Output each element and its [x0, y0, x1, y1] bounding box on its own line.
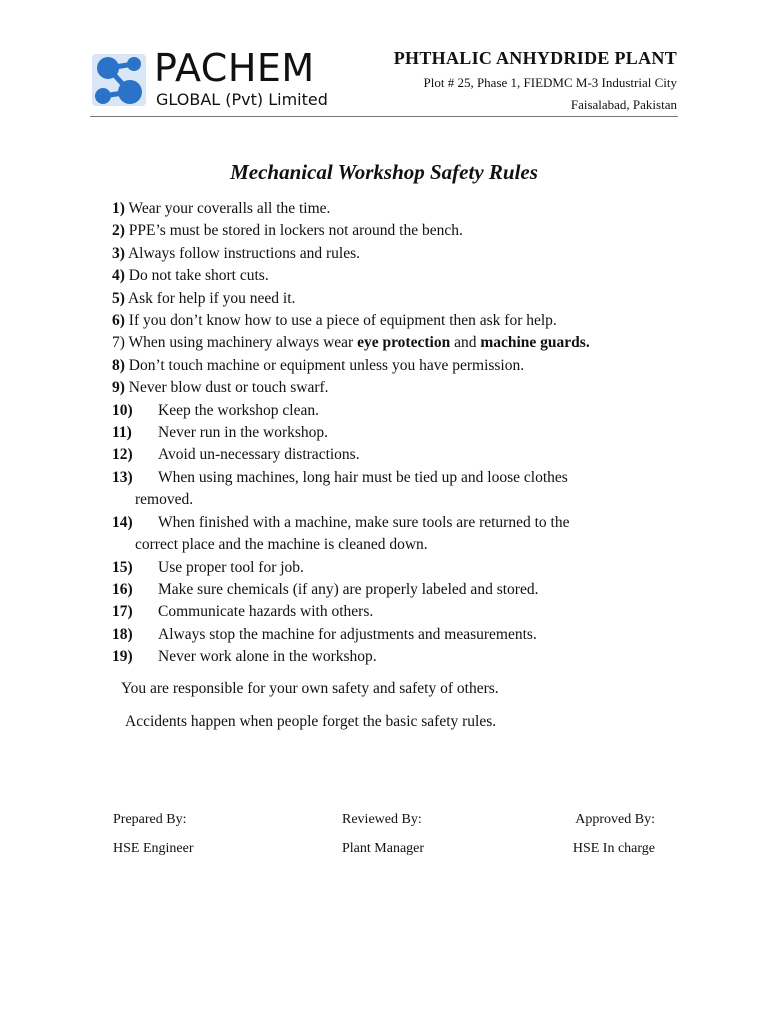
rule-number: 2): [112, 222, 125, 240]
rule-item: [112, 579, 672, 601]
rule-item: [112, 332, 672, 354]
company-info: [394, 48, 677, 113]
rule-number: 9): [112, 379, 125, 397]
reviewed-by-label: Reviewed By:: [342, 812, 422, 827]
rule-number: 13): [112, 468, 133, 486]
rule-number: 7): [112, 334, 125, 352]
rule-number: 17): [112, 603, 133, 621]
rule-item: [112, 265, 672, 287]
rule-text: Always stop the machine for adjustments and measurements.: [158, 625, 537, 643]
rule-text: When finished with a machine, make sure tools are returned to the: [158, 513, 570, 531]
rule-number: 10): [112, 401, 133, 419]
rule-number: 15): [112, 558, 133, 576]
prepared-by-label: Prepared By:: [113, 812, 187, 827]
rule-text: When using machines, long hair must be tied up and loose clothes: [158, 468, 568, 486]
header-divider: [90, 116, 678, 117]
approved-by-label: Approved By:: [575, 812, 655, 827]
rule-item: [112, 601, 672, 623]
rule-number: 12): [112, 446, 133, 464]
rule-number: 3): [112, 244, 125, 262]
logo-wordmark: PACHEM: [154, 46, 315, 90]
rule-text: and: [450, 334, 481, 352]
rule-text: Use proper tool for job.: [158, 558, 304, 576]
rule-number: 8): [112, 356, 125, 374]
rule-item: [112, 400, 672, 422]
rule-text: Communicate hazards with others.: [158, 603, 374, 621]
rule-number: 1): [112, 200, 125, 217]
closing-statement: You are responsible for your own safety and safety of others.: [121, 680, 499, 697]
rule-number: 6): [112, 312, 125, 330]
reviewed-by-name: Plant Manager: [342, 841, 425, 856]
address-line-2: Faisalabad, Pakistan: [570, 97, 677, 112]
rule-text: If you don’t know how to use a piece of equipment then ask for help.: [128, 312, 557, 330]
rule-text: Never run in the workshop.: [158, 424, 329, 442]
rule-text: PPE’s must be stored in lockers not around the bench.: [128, 222, 463, 240]
pachem-logo-icon: [90, 50, 150, 110]
address-line-1: Plot # 25, Phase 1, FIEDMC M-3 Industrial City: [423, 75, 677, 90]
rule-emphasis: machine guards.: [480, 334, 590, 352]
rule-number: 16): [112, 580, 133, 598]
rule-text: Make sure chemicals (if any) are properly labeled and stored.: [158, 580, 539, 598]
document-header: [0, 0, 768, 120]
rule-emphasis: eye protection: [357, 334, 451, 352]
rule-item: [112, 512, 672, 534]
rule-item: [112, 377, 672, 399]
rule-text: Wear your coveralls all the time.: [128, 200, 331, 217]
rule-item: [112, 198, 672, 220]
rule-text: Don’t touch machine or equipment unless you have permission.: [128, 356, 525, 374]
rule-text: Keep the workshop clean.: [158, 401, 319, 419]
rule-item: [112, 355, 672, 377]
rule-number: 18): [112, 625, 133, 643]
rule-text: Always follow instructions and rules.: [127, 244, 360, 262]
document-title: Mechanical Workshop Safety Rules: [230, 160, 538, 184]
rule-text: Do not take short cuts.: [128, 267, 269, 285]
rule-number: 14): [112, 513, 133, 531]
rule-item: [112, 310, 672, 332]
safety-rules-list: [112, 198, 672, 669]
rule-text: Ask for help if you need it.: [127, 289, 296, 307]
rule-item: [112, 444, 672, 466]
rule-number: 4): [112, 267, 125, 285]
plant-name: PHTHALIC ANHYDRIDE PLANT: [393, 48, 677, 68]
rule-item: [112, 288, 672, 310]
closing-statement: Accidents happen when people forget the basic safety rules.: [125, 713, 497, 730]
approved-by-name: HSE In charge: [572, 841, 655, 856]
rule-number: 19): [112, 648, 133, 666]
rule-text: Never blow dust or touch swarf.: [128, 379, 329, 397]
logo-subtitle: GLOBAL (Pvt) Limited: [156, 90, 328, 109]
rule-item: [112, 624, 672, 646]
rule-number: 11): [112, 424, 132, 442]
rule-text: Avoid un-necessary distractions.: [158, 446, 360, 464]
rule-item: [112, 646, 672, 668]
rule-item: [112, 557, 672, 579]
prepared-by-name: HSE Engineer: [113, 841, 194, 856]
rule-continuation: removed.: [135, 491, 194, 509]
rule-text: When using machinery always wear: [128, 334, 358, 352]
rule-item: [112, 243, 672, 265]
rule-number: 5): [112, 289, 125, 307]
rule-item: [112, 220, 672, 242]
company-logo: [90, 48, 340, 112]
rule-item: [112, 467, 672, 489]
rule-continuation: correct place and the machine is cleaned down.: [135, 536, 428, 554]
rule-item: [112, 422, 672, 444]
rule-text: Never work alone in the workshop.: [158, 648, 377, 666]
